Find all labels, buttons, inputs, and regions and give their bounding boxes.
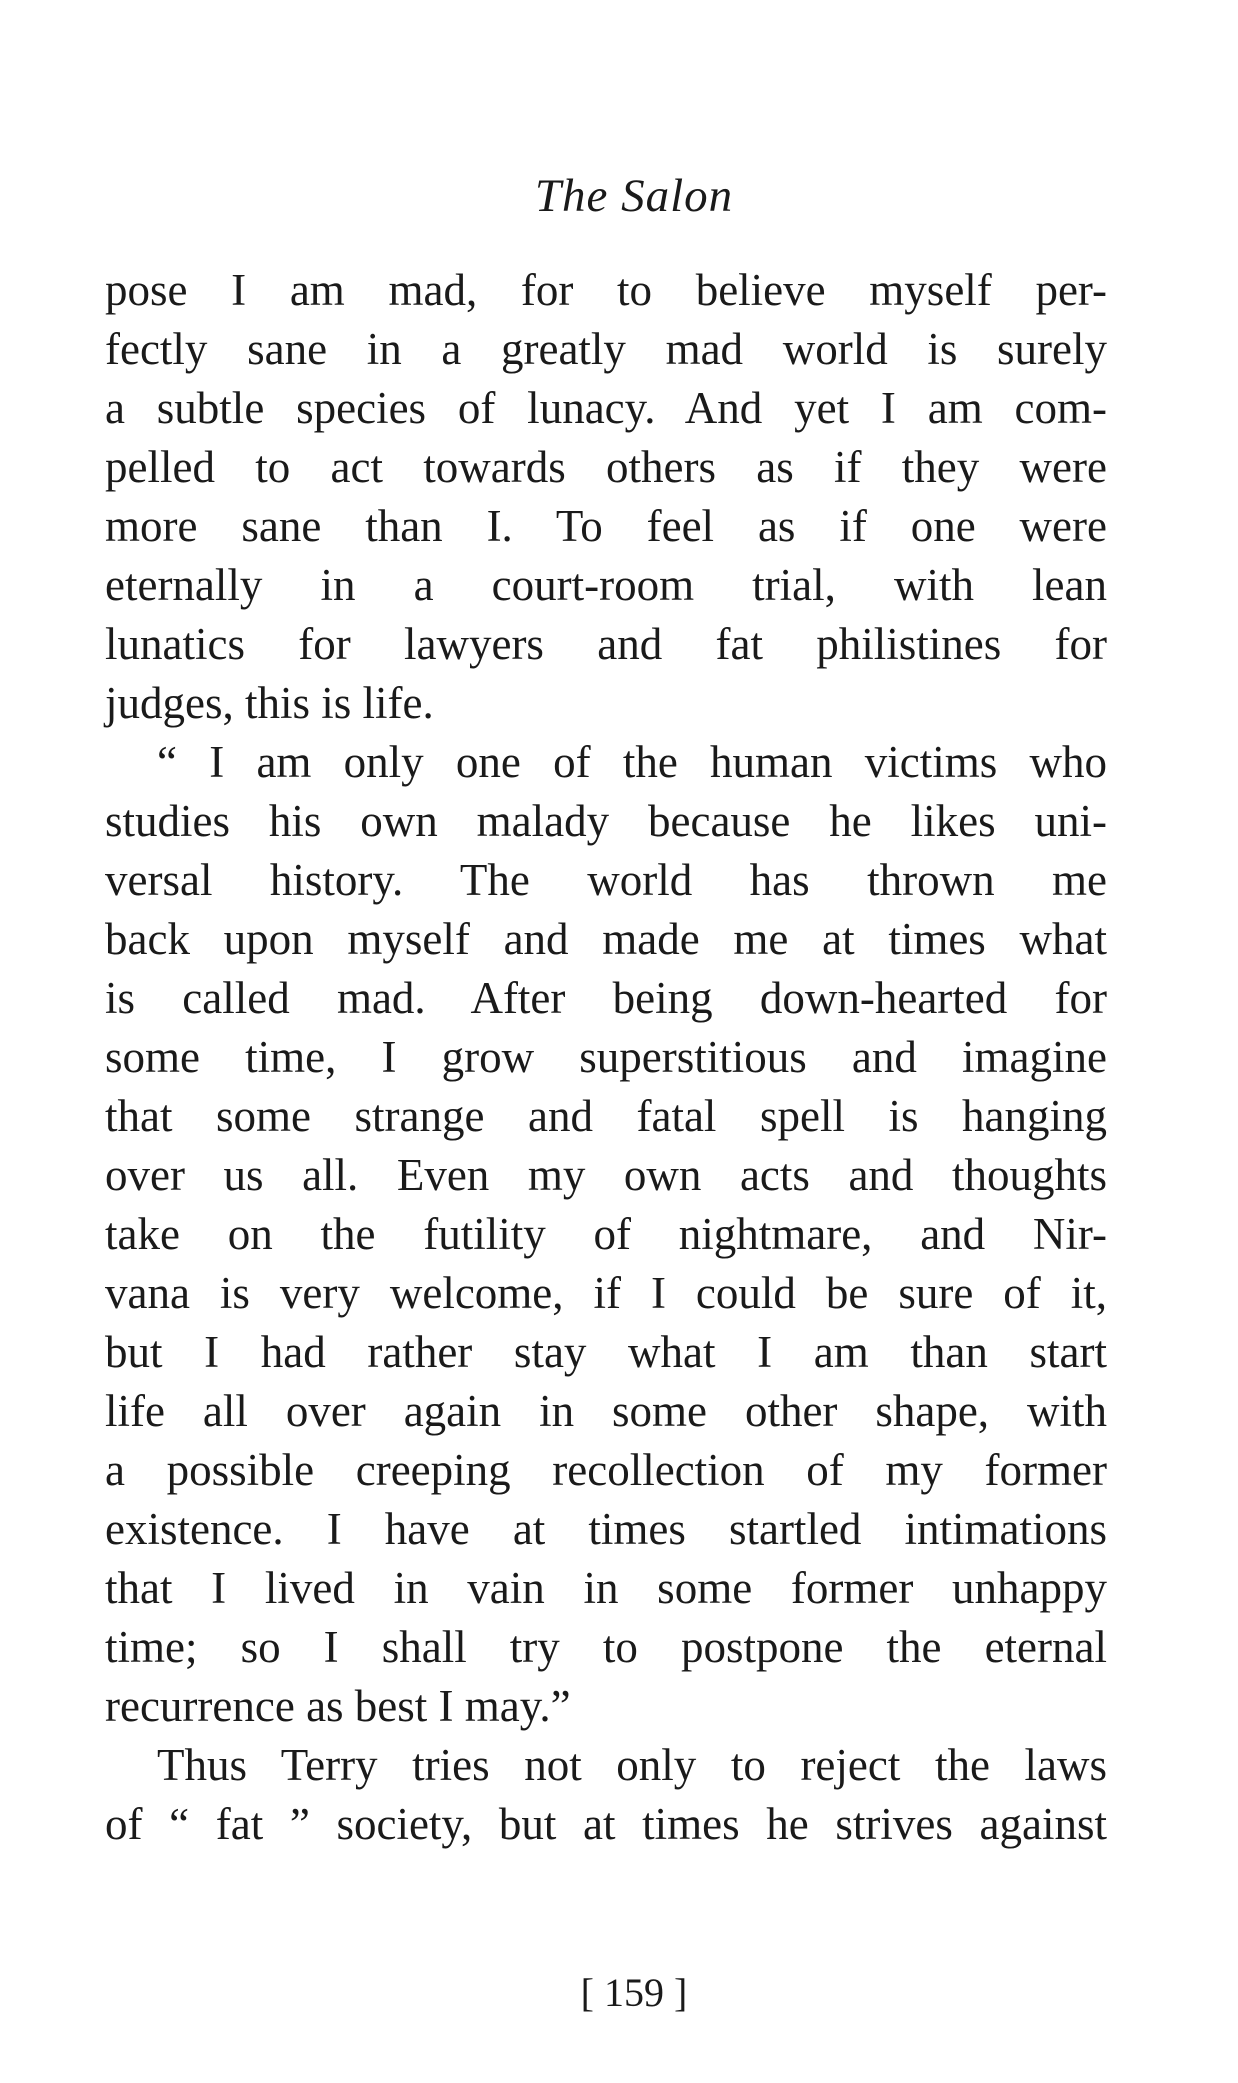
page-number: [ 159 ] <box>580 1970 688 2015</box>
running-head: The Salon <box>534 170 734 222</box>
text-line: but I had rather stay what I am than start <box>105 1327 1107 1377</box>
text-line: existence. I have at times startled intimations <box>105 1504 1107 1554</box>
text-line: over us all. Even my own acts and thoughts <box>105 1150 1107 1200</box>
text-line: of “ fat ” society, but at times he strives against <box>105 1799 1107 1849</box>
text-line: versal history. The world has thrown me <box>105 855 1107 905</box>
text-line: studies his own malady because he likes uni- <box>105 796 1107 846</box>
text-line: some time, I grow superstitious and imagine <box>105 1032 1107 1082</box>
text-line: eternally in a court-room trial, with lean <box>105 560 1107 610</box>
text-line: time; so I shall try to postpone the eternal <box>105 1622 1107 1672</box>
text-line: back upon myself and made me at times what <box>105 914 1107 964</box>
text-line: take on the futility of nightmare, and Nir- <box>105 1209 1107 1259</box>
text-line: lunatics for lawyers and fat philistines for <box>105 619 1107 669</box>
text-line: more sane than I. To feel as if one were <box>105 501 1107 551</box>
text-line: is called mad. After being down-hearted for <box>105 973 1107 1023</box>
text-line: fectly sane in a greatly mad world is surely <box>105 324 1107 374</box>
text-line: a subtle species of lunacy. And yet I am com- <box>105 383 1107 433</box>
text-line: that I lived in vain in some former unhappy <box>105 1563 1107 1613</box>
text-line: judges, this is life. <box>105 678 434 728</box>
text-line: pelled to act towards others as if they were <box>105 442 1107 492</box>
text-line: that some strange and fatal spell is hanging <box>105 1091 1107 1141</box>
text-line: a possible creeping recollection of my former <box>105 1445 1107 1495</box>
text-line: “ I am only one of the human victims who <box>157 737 1107 787</box>
text-line: Thus Terry tries not only to reject the laws <box>157 1740 1107 1790</box>
text-line: recurrence as best I may.” <box>105 1681 571 1731</box>
text-line: vana is very welcome, if I could be sure of it, <box>105 1268 1107 1318</box>
body-text <box>105 261 1107 1854</box>
text-line: pose I am mad, for to believe myself per- <box>105 265 1107 315</box>
text-line: life all over again in some other shape, with <box>105 1386 1107 1436</box>
